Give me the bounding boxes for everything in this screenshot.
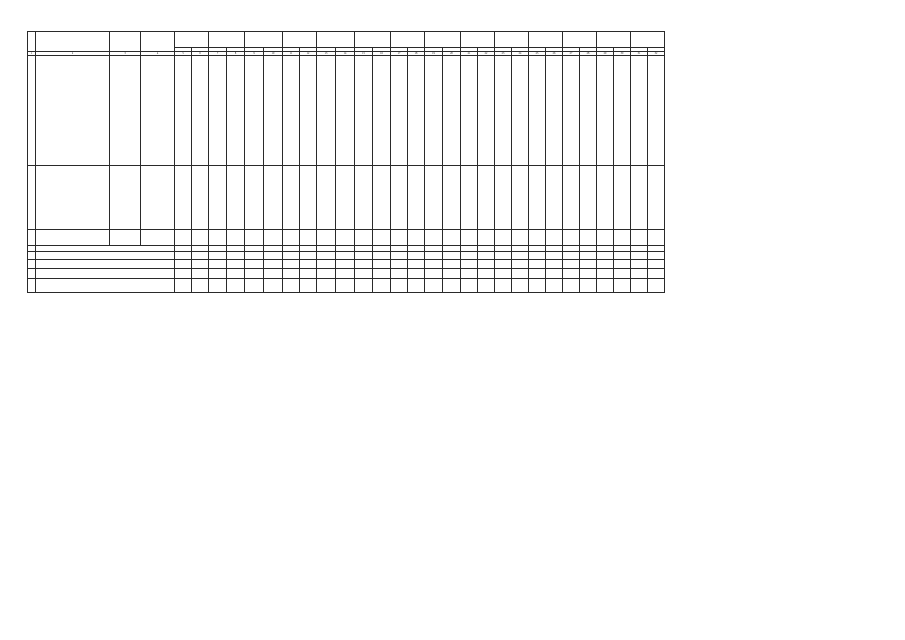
- value-cell: [336, 252, 355, 260]
- value-cell: [373, 252, 391, 260]
- column-header-district: [461, 32, 495, 48]
- column-header-district: [425, 32, 461, 48]
- column-header-district: [563, 32, 597, 48]
- value-cell: [264, 260, 283, 269]
- value-cell: [317, 252, 336, 260]
- value-cell: [373, 279, 391, 293]
- value-cell: [443, 279, 461, 293]
- value-cell: [478, 279, 495, 293]
- value-cell: [495, 260, 512, 269]
- column-header-district: [175, 32, 209, 48]
- value-cell: [529, 279, 546, 293]
- value-cell: [209, 260, 227, 269]
- value-cell: [546, 252, 563, 260]
- row-number: [28, 260, 36, 269]
- column-number: 21: [461, 52, 478, 56]
- value-cell: [175, 269, 192, 279]
- column-number: 7: [209, 52, 227, 56]
- value-cell: [597, 260, 614, 269]
- value-cell: [300, 260, 317, 269]
- value-cell: [546, 260, 563, 269]
- value-cell: [283, 260, 300, 269]
- column-number: 9: [245, 52, 264, 56]
- table-row-funding: [28, 269, 665, 279]
- column-number: 24: [512, 52, 529, 56]
- column-number: 12: [300, 52, 317, 56]
- value-cell: [355, 279, 373, 293]
- value-cell: [408, 269, 425, 279]
- column-number: 3: [110, 52, 141, 56]
- row-number: [28, 269, 36, 279]
- value-cell: [245, 252, 264, 260]
- value-cell: [408, 260, 425, 269]
- value-cell: [648, 252, 665, 260]
- column-header-district: [631, 32, 665, 48]
- value-cell: [614, 260, 631, 269]
- value-cell: [391, 260, 408, 269]
- value-cell: [495, 252, 512, 260]
- row-executor: [141, 56, 175, 166]
- value-cell: [425, 279, 443, 293]
- column-header-district: [597, 32, 631, 48]
- row-description: [36, 166, 110, 230]
- value-cell: [648, 279, 665, 293]
- value-cell: [425, 269, 443, 279]
- value-cell: [192, 252, 209, 260]
- value-cell: [580, 279, 597, 293]
- value-cell: [391, 269, 408, 279]
- value-cell: [529, 260, 546, 269]
- value-cell: [245, 260, 264, 269]
- column-number: 29: [597, 52, 614, 56]
- row-number: [28, 279, 36, 293]
- value-cell: [631, 279, 648, 293]
- value-cell: [478, 252, 495, 260]
- value-cell: [461, 260, 478, 269]
- column-number: 8: [227, 52, 245, 56]
- row-description: [36, 56, 110, 166]
- value-cell: [192, 260, 209, 269]
- value-cell: [408, 252, 425, 260]
- document-sheet: [27, 31, 665, 293]
- value-cell: [461, 269, 478, 279]
- column-number: 11: [283, 52, 300, 56]
- value-cell: [597, 269, 614, 279]
- value-cell: [546, 269, 563, 279]
- value-cell: [408, 279, 425, 293]
- table-row-program-22: [28, 56, 665, 166]
- value-cell: [336, 269, 355, 279]
- column-header-district: [245, 32, 283, 48]
- value-cell: [597, 279, 614, 293]
- row-label: [36, 269, 175, 279]
- value-cell: [614, 252, 631, 260]
- column-header-district: [355, 32, 391, 48]
- value-cell: [391, 279, 408, 293]
- value-cell: [209, 252, 227, 260]
- column-header-name: [36, 32, 110, 52]
- value-cell: [227, 252, 245, 260]
- value-cell: [264, 269, 283, 279]
- value-cell: [209, 279, 227, 293]
- column-header-district: [391, 32, 425, 48]
- value-cell: [175, 279, 192, 293]
- value-cell: [631, 260, 648, 269]
- column-number: 10: [264, 52, 283, 56]
- column-header-number: [28, 32, 36, 52]
- column-number: 17: [391, 52, 408, 56]
- column-number: 5: [175, 52, 192, 56]
- row-label: [36, 260, 175, 269]
- column-number: 32: [648, 52, 665, 56]
- column-number: 14: [336, 52, 355, 56]
- table-row-funding: [28, 252, 665, 260]
- value-cell: [425, 252, 443, 260]
- row-number: [28, 252, 36, 260]
- row-label: [36, 279, 175, 293]
- value-cell: [245, 269, 264, 279]
- value-cell: [227, 279, 245, 293]
- value-cell: [300, 252, 317, 260]
- column-number: 19: [425, 52, 443, 56]
- column-number: 31: [631, 52, 648, 56]
- value-cell: [512, 252, 529, 260]
- value-cell: [425, 260, 443, 269]
- row-code: [110, 166, 141, 230]
- value-cell: [391, 252, 408, 260]
- value-cell: [580, 252, 597, 260]
- column-number: 27: [563, 52, 580, 56]
- value-cell: [209, 269, 227, 279]
- value-cell: [245, 279, 264, 293]
- column-number: 16: [373, 52, 391, 56]
- column-number: 1: [28, 52, 36, 56]
- row-number: [28, 166, 36, 230]
- value-cell: [597, 252, 614, 260]
- value-cell: [355, 260, 373, 269]
- value-cell: [614, 269, 631, 279]
- column-number: 30: [614, 52, 631, 56]
- column-number: 18: [408, 52, 425, 56]
- column-number: 4: [141, 52, 175, 56]
- value-cell: [175, 260, 192, 269]
- column-header-district: [495, 32, 529, 48]
- column-header-grbs: [141, 32, 175, 52]
- value-cell: [300, 269, 317, 279]
- value-cell: [648, 260, 665, 269]
- value-cell: [317, 269, 336, 279]
- table-row-program-24: [28, 166, 665, 230]
- row-executor: [141, 166, 175, 230]
- value-cell: [563, 260, 580, 269]
- value-cell: [461, 279, 478, 293]
- column-number: 2: [36, 52, 110, 56]
- row-description: [36, 230, 110, 246]
- value-cell: [443, 269, 461, 279]
- column-number: 6: [192, 52, 209, 56]
- value-cell: [355, 252, 373, 260]
- value-cell: [529, 252, 546, 260]
- row-label: [36, 252, 175, 260]
- column-number: 13: [317, 52, 336, 56]
- table-row-funding: [28, 279, 665, 293]
- value-cell: [317, 260, 336, 269]
- value-cell: [631, 269, 648, 279]
- value-cell: [192, 279, 209, 293]
- value-cell: [264, 252, 283, 260]
- value-cell: [443, 252, 461, 260]
- value-cell: [580, 260, 597, 269]
- header-row: [28, 32, 665, 48]
- value-cell: [227, 269, 245, 279]
- value-cell: [283, 252, 300, 260]
- value-cell: [355, 269, 373, 279]
- column-header-target-item: [110, 32, 141, 52]
- budget-table: [27, 31, 665, 293]
- value-cell: [373, 269, 391, 279]
- column-number: 23: [495, 52, 512, 56]
- row-code: [110, 56, 141, 166]
- value-cell: [495, 269, 512, 279]
- value-cell: [300, 279, 317, 293]
- column-number: 26: [546, 52, 563, 56]
- table-row-label: [28, 230, 665, 246]
- value-cell: [317, 279, 336, 293]
- value-cell: [336, 279, 355, 293]
- value-cell: [461, 252, 478, 260]
- value-cell: [175, 252, 192, 260]
- value-cell: [512, 279, 529, 293]
- value-cell: [529, 269, 546, 279]
- column-header-district: [283, 32, 317, 48]
- value-cell: [478, 260, 495, 269]
- column-header-district: [529, 32, 563, 48]
- value-cell: [563, 269, 580, 279]
- value-cell: [512, 269, 529, 279]
- value-cell: [336, 260, 355, 269]
- column-number: 15: [355, 52, 373, 56]
- column-number: 22: [478, 52, 495, 56]
- value-cell: [614, 279, 631, 293]
- row-number: [28, 56, 36, 166]
- value-cell: [443, 260, 461, 269]
- value-cell: [563, 279, 580, 293]
- column-number: 20: [443, 52, 461, 56]
- value-cell: [512, 260, 529, 269]
- value-cell: [563, 252, 580, 260]
- value-cell: [264, 279, 283, 293]
- value-cell: [648, 269, 665, 279]
- value-cell: [373, 260, 391, 269]
- value-cell: [283, 279, 300, 293]
- column-header-district: [317, 32, 355, 48]
- value-cell: [546, 279, 563, 293]
- value-cell: [192, 269, 209, 279]
- value-cell: [495, 279, 512, 293]
- column-number: 28: [580, 52, 597, 56]
- table-row-funding: [28, 260, 665, 269]
- value-cell: [283, 269, 300, 279]
- value-cell: [631, 252, 648, 260]
- value-cell: [227, 260, 245, 269]
- column-header-district: [209, 32, 245, 48]
- value-cell: [580, 269, 597, 279]
- value-cell: [478, 269, 495, 279]
- column-number: 25: [529, 52, 546, 56]
